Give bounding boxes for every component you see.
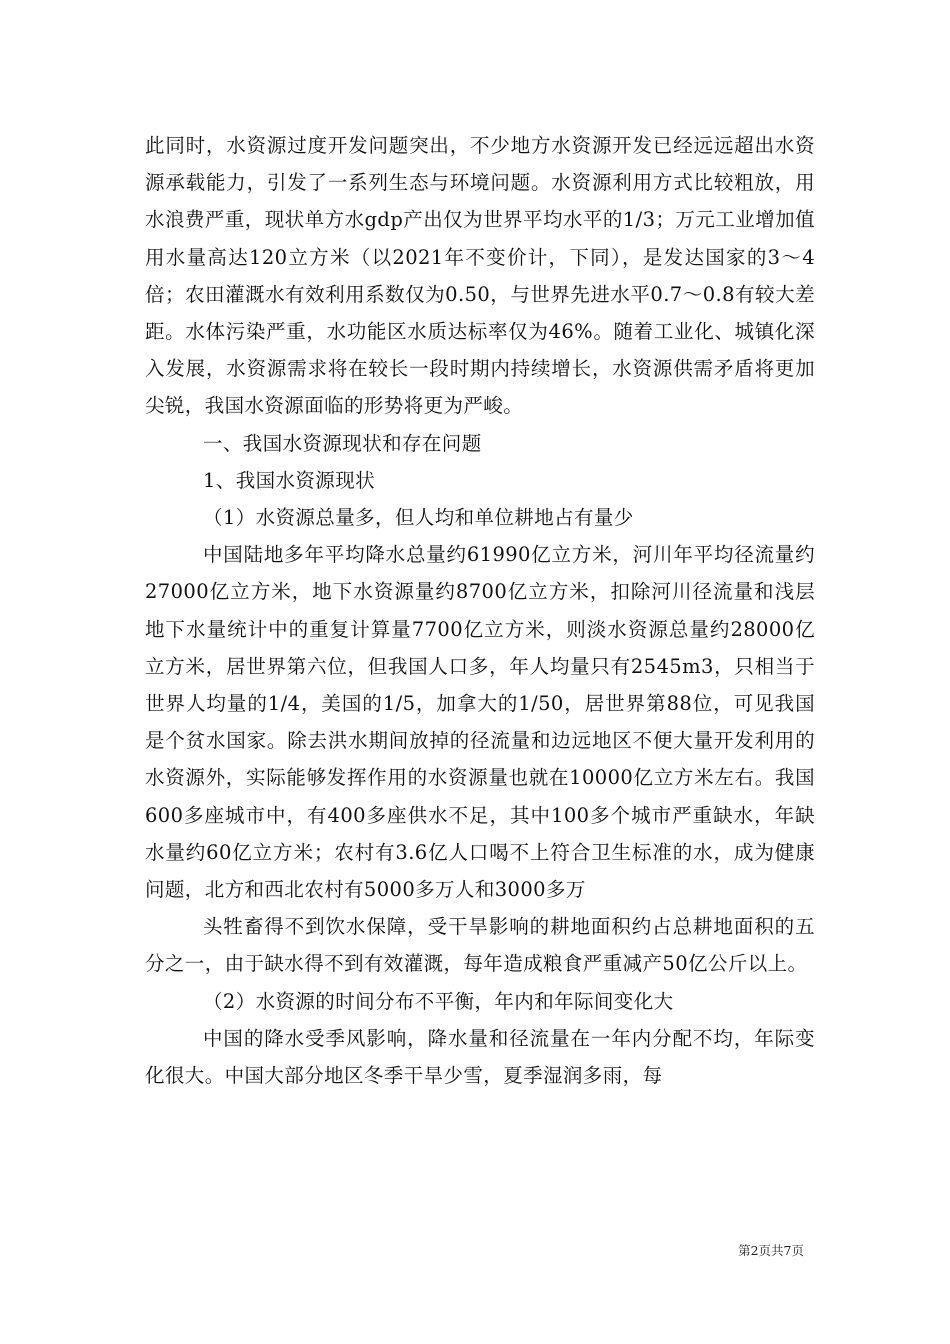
paragraph-water-overuse: 此同时，水资源过度开发问题突出，不少地方水资源开发已经远远超出水资源承载能力，引发了一系列生态与环境问题。水资源利用方式比较粗放，用水浪费严重，现状单方水gdp产出仅为世界平均水平的1/3；万元工业增加值用水量高达120立方米（以2021年不变价计，下同），是发达国家的3～4倍；农田灌溉水有效利用系数仅为0.50，与世界先进水平0.7～0.8有较大差距。水体污染严重，水功能区水质达标率仅为46%。随着工业化、城镇化深入发展，水资源需求将在较长一段时期内持续增长，水资源供需矛盾将更加尖锐，我国水资源面临的形势将更为严峻。	[145, 134, 815, 418]
paragraph-livestock-drought: 头牲畜得不到饮水保障，受干旱影响的耕地面积约占总耕地面积的五分之一，由于缺水得不到有效灌溉，每年造成粮食严重减产50亿公斤以上。	[145, 915, 815, 976]
paragraph-monsoon: 中国的降水受季风影响，降水量和径流量在一年内分配不均，年际变化很大。中国大部分地区冬季干旱少雪，夏季湿润多雨，每	[145, 1026, 815, 1088]
paragraph-total-resources: 中国陆地多年平均降水总量约61990亿立方米，河川年平均径流量约27000亿立方米，地下水资源量约8700亿立方米，扣除河川径流量和浅层地下水量统计中的重复计算量7700亿立方米，则淡水资源总量约28000亿立方米，居世界第六位，但我国人口多，年人均量只有2545m3，只相当于世界人均量的1/4，美国的1/5，加拿大的1/50，居世界第88位，可见我国是个贫水国家。除去洪水期间放掉的径流量和边远地区不便大量开发利用的水资源外，实际能够发挥作用的水资源量也就在10000亿立方米左右。我国600多座城市中，有400多座供水不足，其中100多个城市严重缺水，年缺水量约60亿立方米；农村有3.6亿人口喝不上符合卫生标准的水，成为健康问题，北方和西北农村有5000多万人和3000多万	[145, 543, 815, 902]
subsection-heading-1-1: 1、我国水资源现状	[203, 468, 376, 492]
subheading-total-resources: （1）水资源总量多，但人均和单位耕地占有量少	[203, 506, 634, 530]
page-number-footer: 第2页共7页	[738, 1243, 804, 1258]
subheading-time-distribution: （2）水资源的时间分布不平衡，年内和年际间变化大	[203, 989, 674, 1013]
document-body	[145, 127, 815, 1094]
section-heading-1: 一、我国水资源现状和存在问题	[203, 431, 482, 455]
